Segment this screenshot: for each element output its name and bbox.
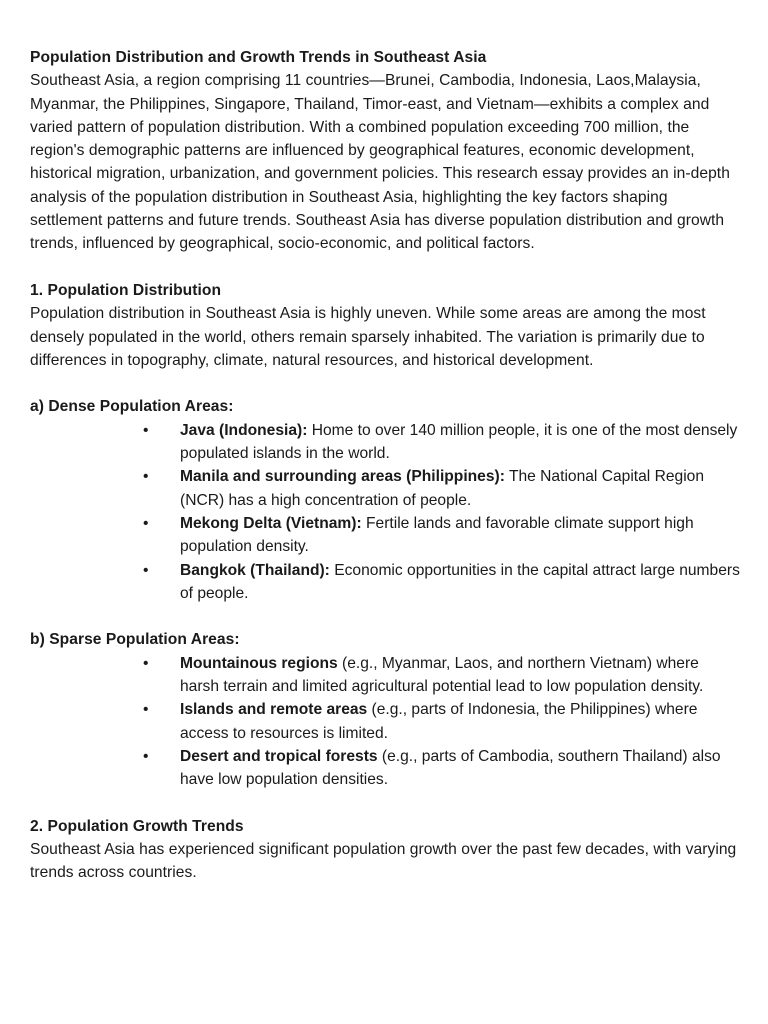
section-2-paragraph: Southeast Asia has experienced significant population growth over the past few decades, with varying trends across countries. bbox=[30, 841, 737, 882]
bullet-icon: • bbox=[143, 701, 149, 719]
bullet-icon: • bbox=[143, 421, 149, 439]
list-item-text: Home to over 140 million people, it is one of the most densely populated islands in the world. bbox=[180, 421, 738, 463]
list-item-term: Manila and surrounding areas (Philippines): bbox=[180, 468, 505, 486]
bullet-icon: • bbox=[143, 561, 149, 579]
bullet-icon: • bbox=[143, 514, 149, 532]
list-item-term: Bangkok (Thailand): bbox=[180, 561, 330, 579]
list-item bbox=[126, 465, 740, 512]
list-item-term: Islands and remote areas bbox=[180, 701, 368, 719]
list-item-term: Java (Indonesia): bbox=[180, 421, 308, 439]
list-item-text: (e.g., Myanmar, Laos, and northern Vietnam) where harsh terrain and limited agricultural potential lead to low population density. bbox=[180, 654, 704, 696]
bullet-icon: • bbox=[143, 654, 149, 672]
spacer bbox=[30, 792, 740, 815]
list-item-text: Economic opportunities in the capital attract large numbers of people. bbox=[180, 561, 740, 602]
sparse-areas-heading: b) Sparse Population Areas: bbox=[30, 631, 240, 649]
list-item bbox=[126, 745, 740, 792]
list-item-text: Fertile lands and favorable climate support high population density. bbox=[180, 514, 694, 556]
list-item-term: Mekong Delta (Vietnam): bbox=[180, 514, 362, 532]
list-item-text: The National Capital Region (NCR) has a high concentration of people. bbox=[180, 468, 705, 509]
list-item-term: Desert and tropical forests bbox=[180, 747, 378, 765]
bullet-icon: • bbox=[143, 468, 149, 486]
intro-paragraph: Southeast Asia, a region comprising 11 countries—Brunei, Cambodia, Indonesia, Laos,Malaysia, Myanmar, the Philippines, Singapore, Thailand, Timor-east, and Vietnam—exhibits a complex and varied pattern of population distribution. With a combined population exceeding 700 million, the region's demographic patterns are influenced by geographical features, economic development, historical migration, urbanization, and government policies. This research essay provides an in-depth analysis of the population distribution in Southeast Asia, highlighting the key factors shaping settlement patterns and future trends. Southeast Asia has diverse population distribution and growth trends, influenced by geographical, socio-economic, and political factors. bbox=[30, 72, 730, 253]
bullet-icon: • bbox=[143, 747, 149, 765]
list-item bbox=[126, 698, 740, 745]
sparse-areas-list bbox=[30, 652, 740, 792]
spacer bbox=[30, 605, 740, 628]
section-1-paragraph: Population distribution in Southeast Asia is highly uneven. While some areas are among the most densely populated in the world, others remain sparsely inhabited. The variation is primarily due to differences in topography, climate, natural resources, and historical development. bbox=[30, 305, 706, 369]
section-1-heading: 1. Population Distribution bbox=[30, 281, 222, 299]
list-item-text: (e.g., parts of Cambodia, southern Thailand) also have low population densities. bbox=[180, 747, 721, 789]
section-2-heading: 2. Population Growth Trends bbox=[30, 817, 244, 835]
dense-areas-heading: a) Dense Population Areas: bbox=[30, 398, 234, 416]
dense-areas-list bbox=[30, 419, 740, 605]
list-item bbox=[126, 512, 740, 559]
spacer bbox=[30, 256, 740, 279]
document-page bbox=[30, 46, 740, 885]
list-item bbox=[126, 652, 740, 699]
list-item-text: (e.g., parts of Indonesia, the Philippines) where access to resources is limited. bbox=[180, 701, 698, 742]
spacer bbox=[30, 372, 740, 395]
list-item bbox=[126, 419, 740, 466]
list-item bbox=[126, 559, 740, 606]
list-item-term: Mountainous regions bbox=[180, 654, 338, 672]
document-title: Population Distribution and Growth Trends in Southeast Asia bbox=[30, 49, 487, 66]
